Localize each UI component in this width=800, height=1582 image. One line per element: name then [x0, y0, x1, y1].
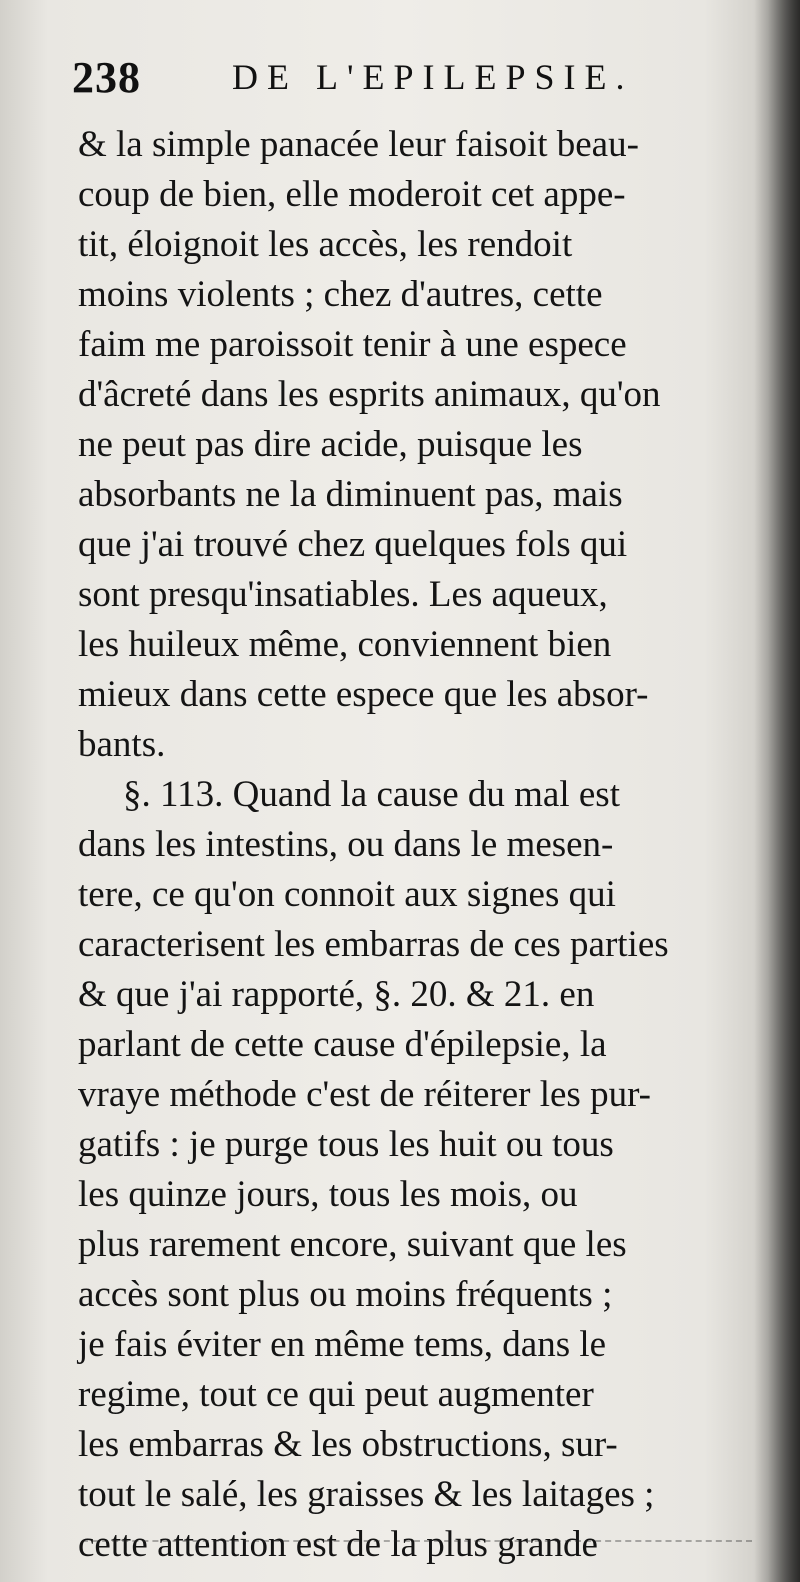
text-line: les embarras & les obstructions, sur-: [78, 1424, 618, 1465]
text-line: tout le salé, les graisses & les laitages ;: [78, 1474, 655, 1515]
text-line: moins violents ; chez d'autres, cette: [78, 274, 603, 315]
text-line: & la simple panacée leur faisoit beau-: [78, 124, 639, 165]
page-edge-shadow: [754, 0, 800, 1582]
text-line: faim me paroissoit tenir à une espece: [78, 324, 627, 365]
section-start-line: §. 113. Quand la cause du mal est: [123, 774, 620, 815]
text-line: parlant de cette cause d'épilepsie, la: [78, 1024, 607, 1065]
text-line: mieux dans cette espece que les absor-: [78, 674, 649, 715]
text-line: & que j'ai rapporté, §. 20. & 21. en: [78, 974, 595, 1015]
text-line: coup de bien, elle moderoit cet appe-: [78, 174, 626, 215]
catchword-rule: [82, 1540, 752, 1543]
running-title: DE L'EPILEPSIE.: [232, 57, 634, 97]
page-header: [72, 52, 672, 102]
text-line: que j'ai trouvé chez quelques fols qui: [78, 524, 628, 565]
text-line: vraye méthode c'est de réiterer les pur-: [78, 1074, 651, 1115]
text-line: absorbants ne la diminuent pas, mais: [78, 474, 623, 515]
text-line: tere, ce qu'on connoit aux signes qui: [78, 874, 616, 915]
text-line: bants.: [78, 724, 166, 765]
page-number: 238: [72, 53, 141, 102]
text-line: regime, tout ce qui peut augmenter: [78, 1374, 594, 1415]
text-line: les huileux même, conviennent bien: [78, 624, 612, 665]
text-line: plus rarement encore, suivant que les: [78, 1224, 627, 1265]
text-line: cette attention est de la plus grande: [78, 1524, 598, 1565]
text-line: les quinze jours, tous les mois, ou: [78, 1174, 578, 1215]
text-line: d'âcreté dans les esprits animaux, qu'on: [78, 374, 661, 415]
text-line: ne peut pas dire acide, puisque les: [78, 424, 583, 465]
text-line: gatifs : je purge tous les huit ou tous: [78, 1124, 614, 1165]
text-line: tit, éloignoit les accès, les rendoit: [78, 224, 573, 265]
body-text: [78, 120, 758, 1570]
text-line: dans les intestins, ou dans le mesen-: [78, 824, 614, 865]
text-line: accès sont plus ou moins fréquents ;: [78, 1274, 613, 1315]
text-line: caracterisent les embarras de ces parties: [78, 924, 669, 965]
text-line: sont presqu'insatiables. Les aqueux,: [78, 574, 608, 615]
text-line: je fais éviter en même tems, dans le: [78, 1324, 607, 1365]
